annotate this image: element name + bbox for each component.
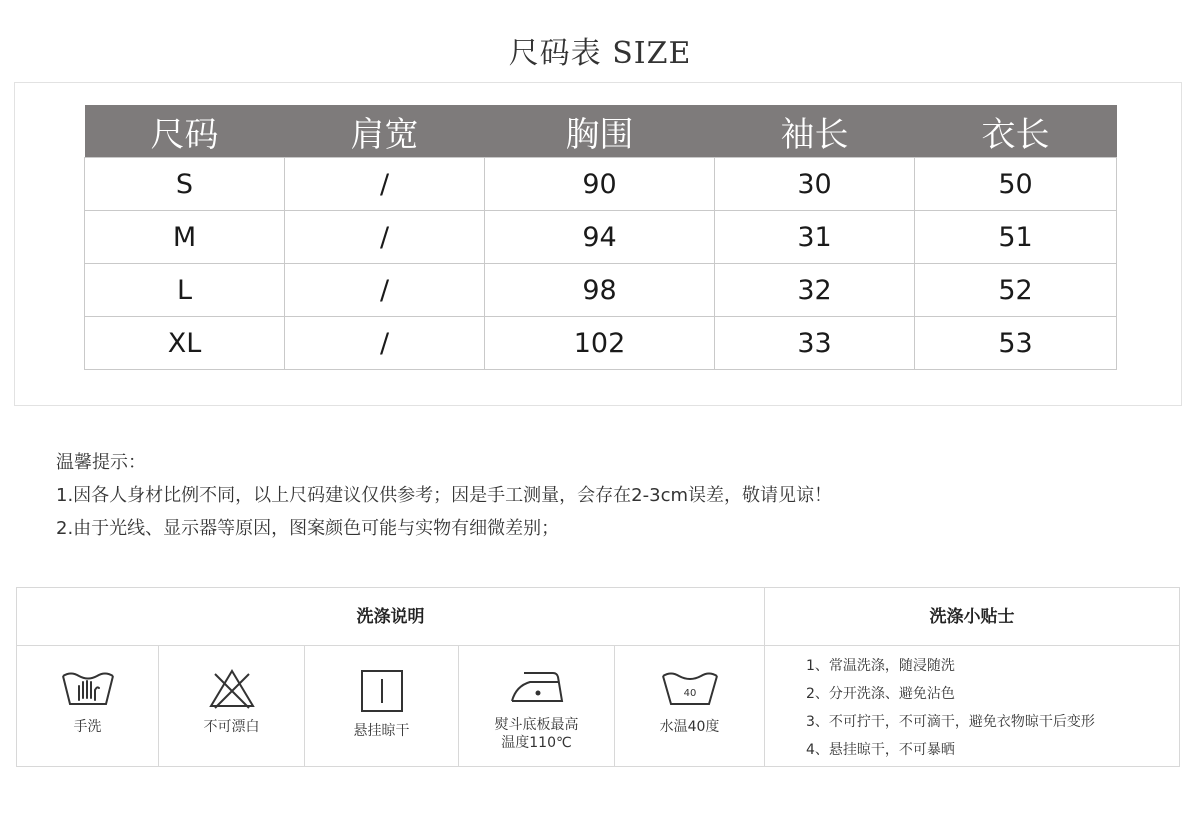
tip-item: 2、分开洗涤、避免沾色 [806,686,955,702]
table-cell: 98 [485,264,715,317]
washing-tips-list [806,652,1095,764]
size-table-header-row [85,105,1117,158]
care-symbol-hand-wash [17,646,159,766]
header-sleeve: 袖长 [715,105,915,158]
no-bleach-icon [208,668,256,710]
table-cell: 51 [915,211,1117,264]
table-cell: / [285,211,485,264]
tip-item: 1、常温洗涤，随浸随洗 [806,658,955,674]
care-symbol-no-bleach [159,646,305,766]
hand-wash-icon [60,668,116,710]
care-label: 手洗 [73,719,102,735]
table-cell: 53 [915,317,1117,370]
table-cell: 52 [915,264,1117,317]
care-symbol-wash-40 [615,646,765,766]
table-cell: S [85,158,285,211]
notes-section [56,446,1156,545]
table-cell: 33 [715,317,915,370]
table-cell: 90 [485,158,715,211]
header-chest: 胸围 [485,105,715,158]
washing-instructions-title: 洗涤说明 [17,588,765,646]
care-symbol-hang-dry [305,646,459,766]
table-cell: 102 [485,317,715,370]
table-cell: / [285,158,485,211]
hang-dry-icon [359,668,405,714]
tip-item: 3、不可拧干，不可滴干，避免衣物晾干后变形 [806,714,1095,730]
notes-line-2: 2.由于光线、显示器等原因，图案颜色可能与实物有细微差别； [56,518,560,539]
care-label: 熨斗底板最高 [494,717,579,733]
table-cell: M [85,211,285,264]
table-cell: 94 [485,211,715,264]
table-row [85,264,1117,317]
care-symbol-iron [459,646,615,766]
tip-item: 4、悬挂晾干，不可暴晒 [806,742,955,758]
table-cell: 31 [715,211,915,264]
table-row [85,211,1117,264]
table-cell: / [285,317,485,370]
iron-icon [508,668,566,708]
table-cell: 30 [715,158,915,211]
table-cell: 50 [915,158,1117,211]
table-row [85,158,1117,211]
table-cell: / [285,264,485,317]
table-cell: L [85,264,285,317]
care-label: 悬挂晾干 [353,723,410,739]
notes-line-1: 1.因各人身材比例不同，以上尺码建议仅供参考；因是手工测量，会存在2-3cm误差，敬请见谅！ [56,485,832,506]
wash-40-icon [659,668,721,710]
header-size: 尺码 [85,105,285,158]
care-label: 不可漂白 [203,719,260,735]
notes-heading: 温馨提示： [56,452,146,473]
care-label: 水温40度 [659,719,720,735]
wash-temp-text: 40 [683,688,696,699]
care-label: 温度110℃ [501,735,572,751]
table-row [85,317,1117,370]
header-shoulder: 肩宽 [285,105,485,158]
washing-tips-title: 洗涤小贴士 [765,588,1179,646]
page-title: 尺码表 SIZE [508,36,692,71]
header-length: 衣长 [915,105,1117,158]
table-cell: XL [85,317,285,370]
table-cell: 32 [715,264,915,317]
size-table [84,105,1117,370]
